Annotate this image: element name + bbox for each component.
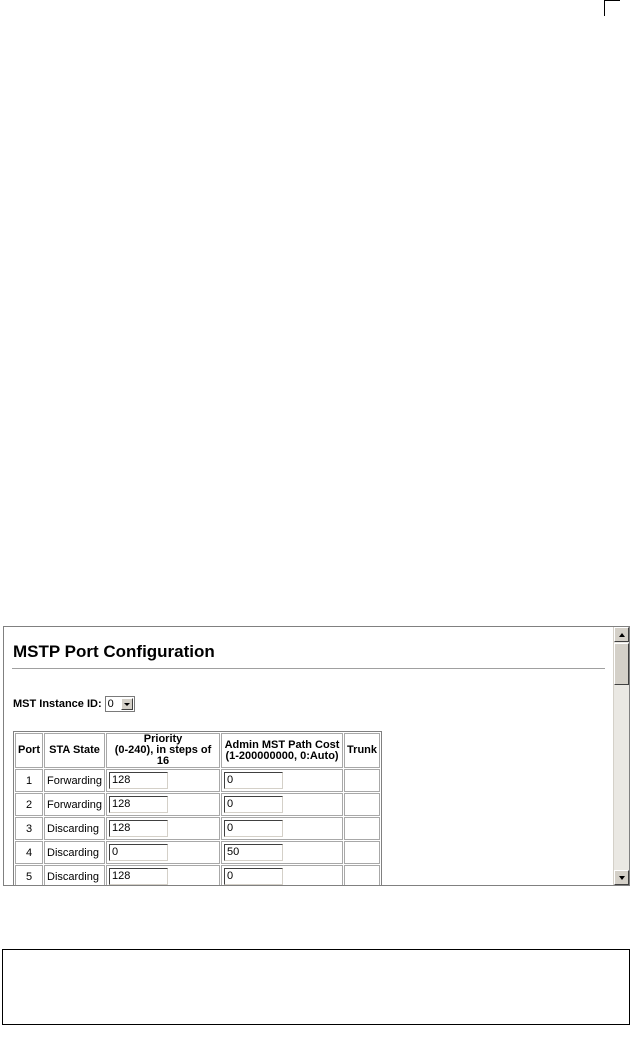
scrollbar-thumb[interactable] [614,643,629,685]
trunk-cell [344,841,380,864]
sta-state: Discarding [44,865,105,885]
priority-input[interactable]: 128 [109,868,168,885]
priority-input[interactable]: 128 [109,772,168,789]
trunk-cell [344,865,380,885]
vertical-scrollbar[interactable] [613,627,629,885]
path-cost-input[interactable]: 50 [224,844,283,861]
priority-input[interactable]: 128 [109,820,168,837]
path-cost-input[interactable]: 0 [224,820,283,837]
header-port: Port [15,733,43,768]
path-cost-cell [221,841,343,864]
port-number: 1 [15,769,43,792]
header-trunk: Trunk [344,733,380,768]
header-path-cost-range: (1-200000000, 0:Auto) [225,749,339,762]
port-number: 5 [15,865,43,885]
port-number: 3 [15,817,43,840]
header-path-cost-title: Admin MST Path Cost [224,738,340,751]
priority-cell [106,817,220,840]
trunk-cell [344,793,380,816]
table-row [15,769,380,792]
port-number: 4 [15,841,43,864]
mst-instance-row [13,695,135,713]
path-cost-cell [221,817,343,840]
priority-input[interactable]: 0 [109,844,168,861]
sta-state: Discarding [44,817,105,840]
header-priority-range: (0-240), in steps of 16 [114,744,212,767]
path-cost-cell [221,865,343,885]
header-sta-state: STA State [44,733,105,768]
mst-instance-select[interactable] [105,696,135,712]
priority-cell [106,841,220,864]
table-row [15,865,380,885]
page-corner-mark [604,0,620,16]
page-title: MSTP Port Configuration [13,642,215,661]
trunk-cell [344,769,380,792]
trunk-cell [344,817,380,840]
arrow-down-icon[interactable] [614,870,629,885]
browser-frame [3,626,630,886]
priority-cell [106,769,220,792]
priority-cell [106,865,220,885]
page-content [4,627,613,885]
sta-state: Discarding [44,841,105,864]
sta-state: Forwarding [44,769,105,792]
mst-instance-label: MST Instance ID: [13,698,102,710]
table-row [15,817,380,840]
chevron-down-icon[interactable] [121,698,133,710]
path-cost-input[interactable]: 0 [224,772,283,789]
title-divider [12,668,605,670]
table-header-row [15,733,380,768]
path-cost-cell [221,769,343,792]
header-priority [106,733,220,768]
mst-instance-value: 0 [107,698,114,710]
priority-input[interactable]: 128 [109,796,168,813]
empty-note-box [2,949,630,1025]
sta-state: Forwarding [44,793,105,816]
table-row [15,793,380,816]
header-path-cost [221,733,343,768]
path-cost-input[interactable]: 0 [224,796,283,813]
header-priority-title: Priority [143,733,183,745]
port-table [13,731,382,885]
port-number: 2 [15,793,43,816]
path-cost-cell [221,793,343,816]
table-row [15,841,380,864]
arrow-up-icon[interactable] [614,627,629,642]
path-cost-input[interactable]: 0 [224,868,283,885]
priority-cell [106,793,220,816]
